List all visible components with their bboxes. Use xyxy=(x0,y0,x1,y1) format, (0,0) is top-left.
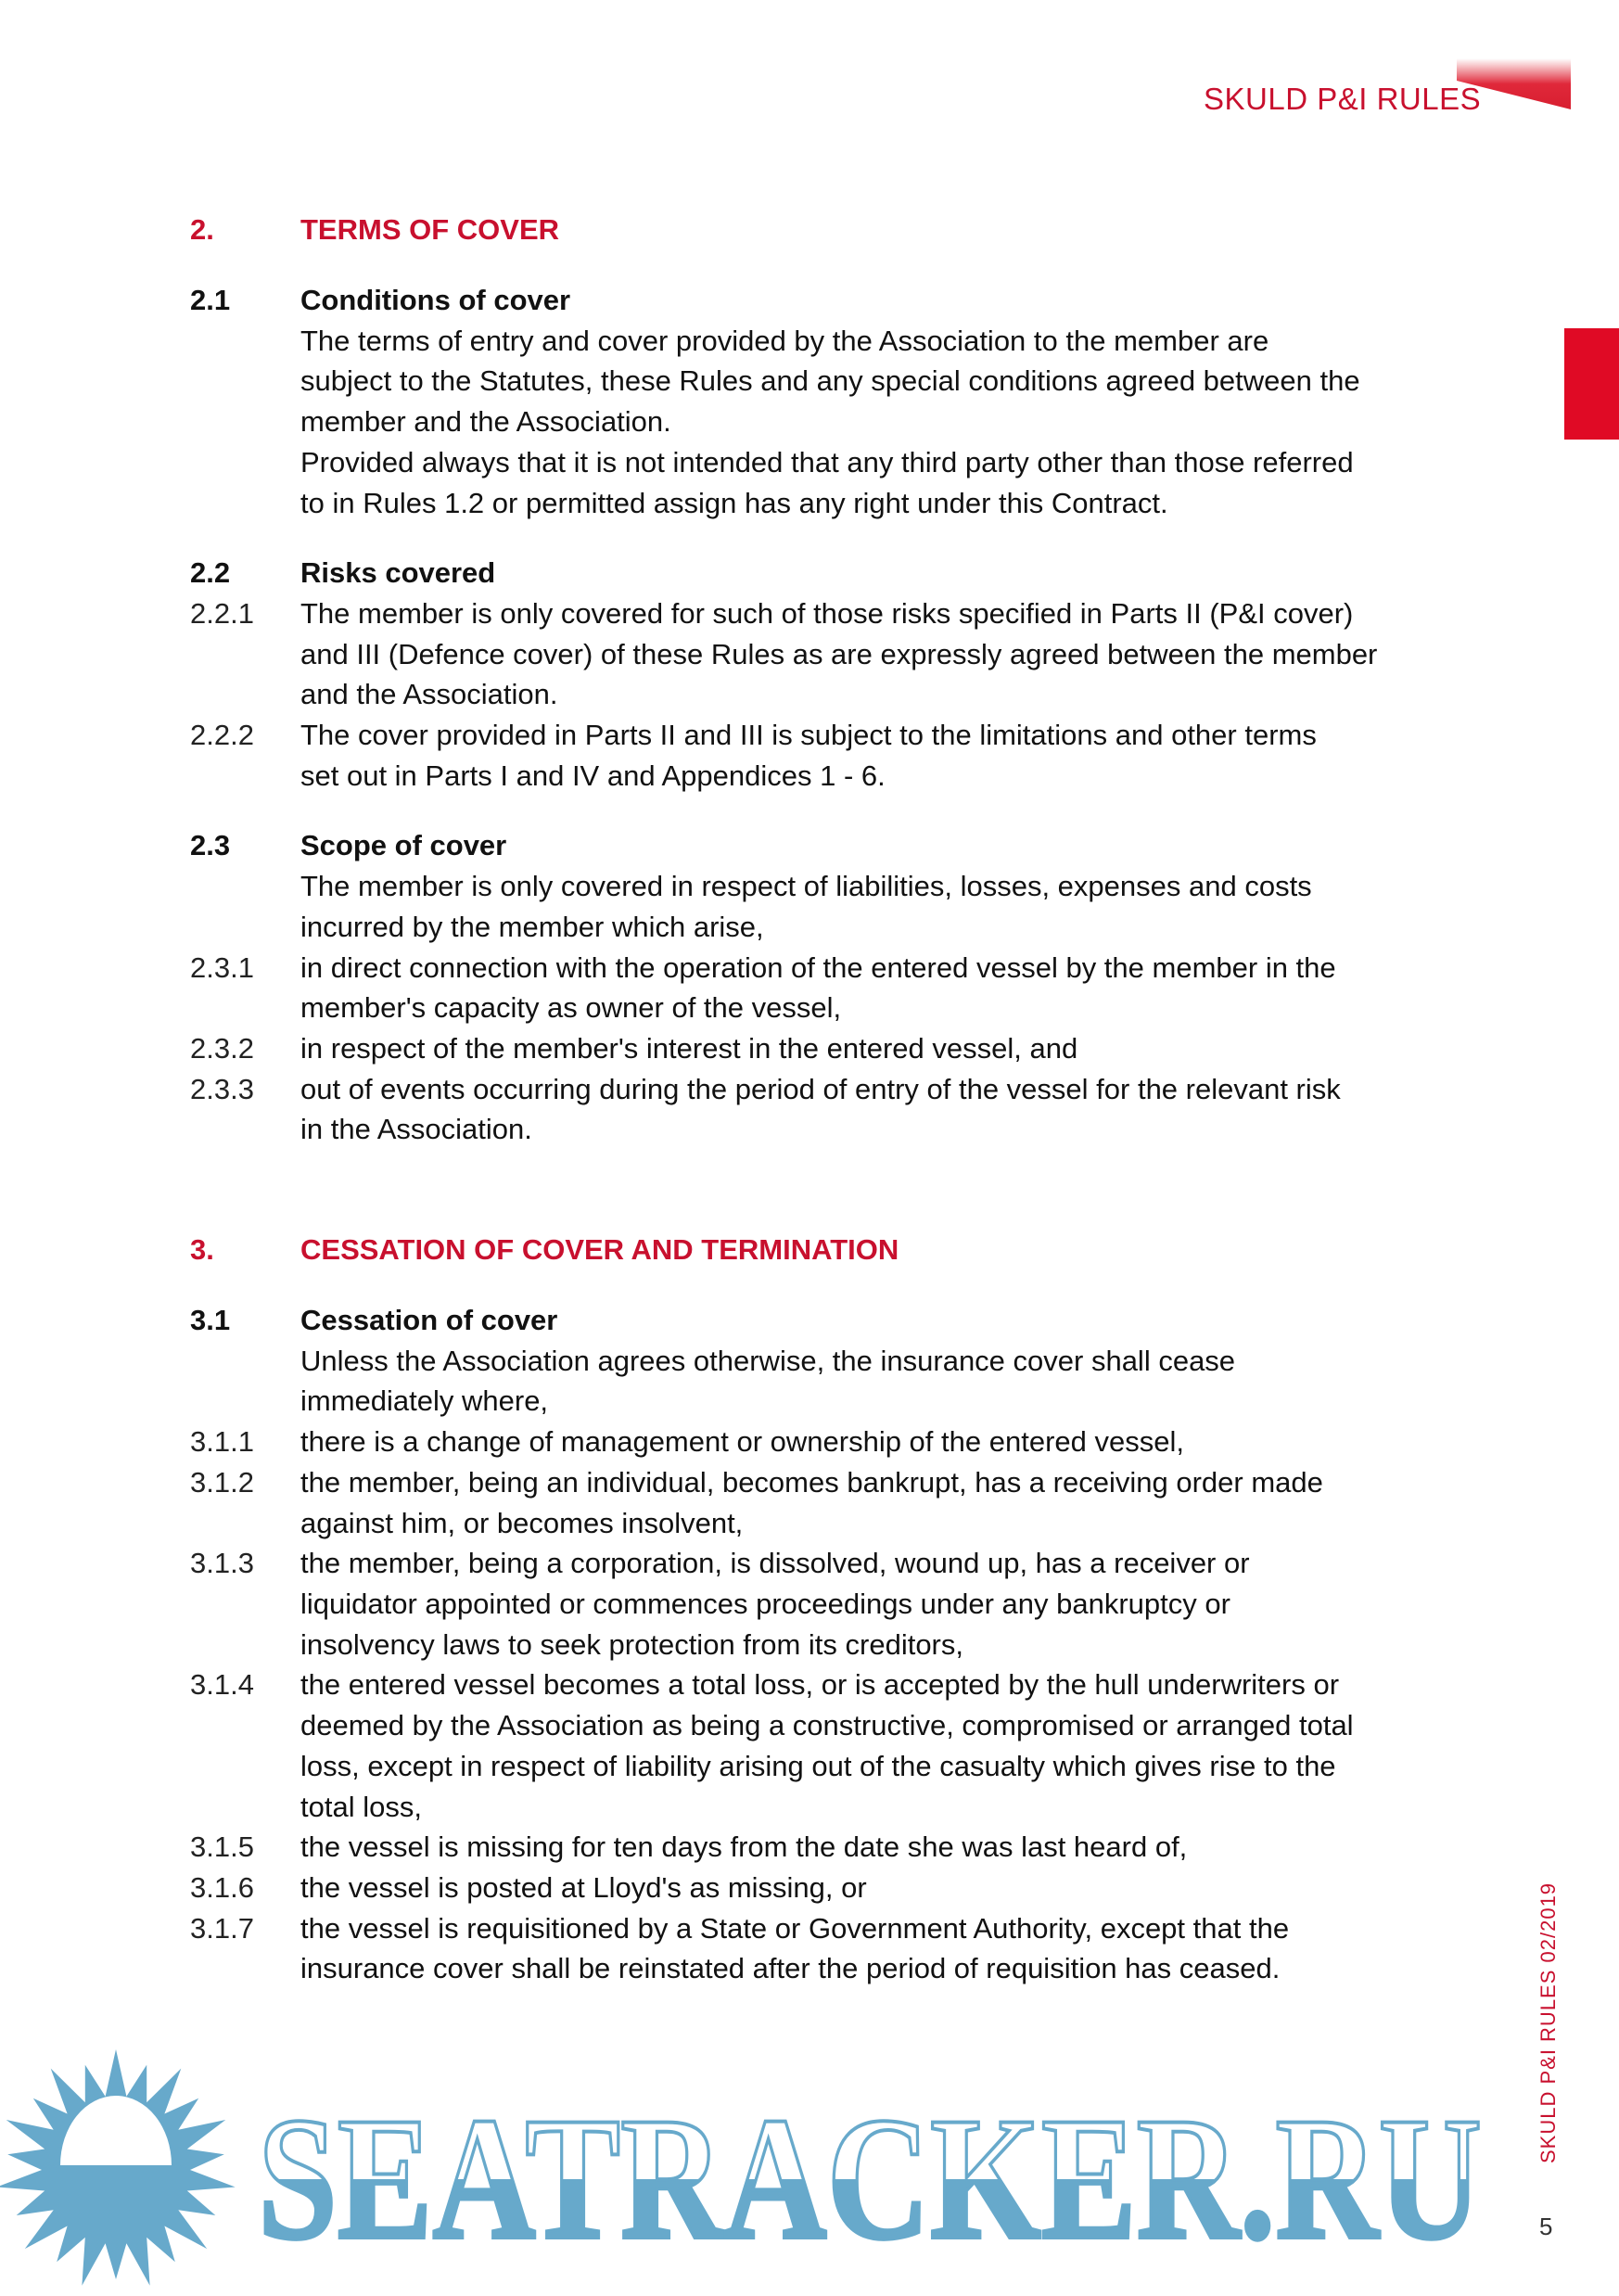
clause-number: 3.1.4 xyxy=(190,1668,254,1702)
clause-line xyxy=(190,1341,1507,1382)
clause-number: 2.3.1 xyxy=(190,950,254,984)
clause-title xyxy=(190,1300,1507,1341)
clause-line xyxy=(190,1543,1507,1584)
clause-number: 2.3.3 xyxy=(190,1072,254,1105)
running-header: SKULD P&I RULES xyxy=(1204,82,1482,116)
document-body xyxy=(190,210,1507,1989)
clause-text: member and the Association. xyxy=(300,405,671,439)
clause-line xyxy=(190,402,1507,442)
clause-line xyxy=(190,674,1507,715)
clause-text: and the Association. xyxy=(300,678,558,711)
clause-line xyxy=(190,1787,1507,1828)
clause-line xyxy=(190,756,1507,797)
clause-line xyxy=(190,1705,1507,1746)
clause-line xyxy=(190,321,1507,362)
clause-text: liquidator appointed or commences proceedings under any bankruptcy or xyxy=(300,1587,1230,1620)
clause-text: The cover provided in Parts II and III is subject to the limitations and other terms xyxy=(300,719,1317,752)
clause-number: 3.1.5 xyxy=(190,1830,254,1864)
clause-number xyxy=(190,1948,300,1989)
clause-block xyxy=(190,553,1507,796)
clause-text: to in Rules 1.2 or permitted assign has any right under this Contract. xyxy=(300,486,1168,519)
clause-line xyxy=(190,1109,1507,1150)
footer-side-text: SKULD P&I RULES 02/2019 xyxy=(1536,1881,1560,2163)
clause-text: The member is only covered in respect of liabilities, losses, expenses and costs xyxy=(300,870,1312,903)
clause-text: the vessel is posted at Lloyd's as missing, or xyxy=(300,1870,867,1904)
clause-line xyxy=(190,1827,1507,1868)
clause-text: out of events occurring during the period of entry of the vessel for the relevant risk xyxy=(300,1072,1341,1105)
clause-number xyxy=(190,634,300,675)
clause-line xyxy=(190,1908,1507,1949)
clause-number xyxy=(190,483,300,524)
clause-number xyxy=(190,988,300,1028)
clause-line xyxy=(190,593,1507,634)
clause-text: loss, except in respect of liability arising out of the casualty which gives rise to the xyxy=(300,1749,1336,1782)
clause-line xyxy=(190,988,1507,1028)
clause-number xyxy=(190,1381,300,1422)
clause-line xyxy=(190,361,1507,402)
clause-text: Provided always that it is not intended that any third party other than those referred xyxy=(300,445,1354,478)
clause-line xyxy=(190,866,1507,907)
clause-number: 2.3.2 xyxy=(190,1031,254,1065)
clause-number: 2.2 xyxy=(190,556,231,590)
clause-text: Scope of cover xyxy=(300,829,507,862)
clause-line xyxy=(190,948,1507,989)
clause-text: the member, being an individual, becomes bankrupt, has a receiving order made xyxy=(300,1465,1323,1499)
section-tab-marker xyxy=(1564,328,1619,440)
clause-number: 3.1.6 xyxy=(190,1870,254,1904)
clause-number xyxy=(190,1746,300,1787)
clause-text: the entered vessel becomes a total loss, or is accepted by the hull underwriters or xyxy=(300,1668,1340,1702)
clause-line xyxy=(190,634,1507,675)
section-title: TERMS OF COVER xyxy=(300,213,560,246)
clause-text: total loss, xyxy=(300,1790,422,1823)
clause-line xyxy=(190,1584,1507,1625)
clause-number: 2.2.2 xyxy=(190,719,254,752)
clause-number xyxy=(190,756,300,797)
clause-line xyxy=(190,1462,1507,1503)
page-number: 5 xyxy=(1539,2213,1553,2240)
section-title: CESSATION OF COVER AND TERMINATION xyxy=(300,1233,899,1267)
clause-number xyxy=(190,1705,300,1746)
clause-number xyxy=(190,1787,300,1828)
clause-number xyxy=(190,1503,300,1544)
clause-number: 2.2.1 xyxy=(190,596,254,630)
clause-text: the member, being a corporation, is dissolved, wound up, has a receiver or xyxy=(300,1547,1250,1580)
header-ribbon-decoration xyxy=(1454,54,1574,113)
clause-number xyxy=(190,1625,300,1665)
clause-text: deemed by the Association as being a constructive, compromised or arranged total xyxy=(300,1709,1354,1742)
clause-number: 3.1.2 xyxy=(190,1465,254,1499)
clause-block xyxy=(190,1300,1507,1989)
section-heading xyxy=(190,210,1507,250)
clause-number xyxy=(190,402,300,442)
clause-text: in the Association. xyxy=(300,1113,532,1146)
clause-text: the vessel is requisitioned by a State or Government Authority, except that the xyxy=(300,1911,1290,1945)
clause-number: 3.1 xyxy=(190,1304,231,1337)
clause-text: Risks covered xyxy=(300,556,496,590)
clause-text: against him, or becomes insolvent, xyxy=(300,1506,744,1539)
clause-number xyxy=(190,321,300,362)
clause-line xyxy=(190,1625,1507,1665)
clause-text: in respect of the member's interest in the entered vessel, and xyxy=(300,1031,1078,1065)
watermark-text: SEATRACKER.RU xyxy=(258,2082,1482,2277)
clause-number xyxy=(190,361,300,402)
clause-text: The terms of entry and cover provided by the Association to the member are xyxy=(300,324,1269,357)
clause-number xyxy=(190,1341,300,1382)
clause-line xyxy=(190,442,1507,483)
clause-text: and III (Defence cover) of these Rules as are expressly agreed between the member xyxy=(300,637,1378,670)
clause-text: incurred by the member which arise, xyxy=(300,910,764,943)
clause-text: insurance cover shall be reinstated after the period of requisition has ceased. xyxy=(300,1952,1281,1985)
clause-line xyxy=(190,483,1507,524)
clause-text: Conditions of cover xyxy=(300,284,571,316)
clause-number: 2.1 xyxy=(190,284,231,316)
clause-number: 3.1.7 xyxy=(190,1911,254,1945)
clause-line xyxy=(190,1028,1507,1069)
clause-number: 3.1.1 xyxy=(190,1425,254,1459)
section-number: 2. xyxy=(190,213,214,246)
clause-number xyxy=(190,1584,300,1625)
clause-line xyxy=(190,1948,1507,1989)
clause-text: the vessel is missing for ten days from the date she was last heard of, xyxy=(300,1830,1188,1864)
clause-title xyxy=(190,280,1507,321)
section-number: 3. xyxy=(190,1233,214,1267)
clause-line xyxy=(190,1868,1507,1908)
clause-number: 3.1.3 xyxy=(190,1547,254,1580)
clause-text: Cessation of cover xyxy=(300,1304,558,1337)
clause-number xyxy=(190,907,300,948)
clause-text: in direct connection with the operation of the entered vessel by the member in the xyxy=(300,950,1336,984)
clause-text: The member is only covered for such of those risks specified in Parts II (P&I cover) xyxy=(300,596,1354,630)
clause-block xyxy=(190,280,1507,523)
clause-number xyxy=(190,1109,300,1150)
clause-text: subject to the Statutes, these Rules and any special conditions agreed between the xyxy=(300,364,1360,398)
clause-line xyxy=(190,715,1507,756)
clause-line xyxy=(190,1746,1507,1787)
clause-text: set out in Parts I and IV and Appendices 1 - 6. xyxy=(300,759,886,792)
clause-title xyxy=(190,553,1507,593)
clause-line xyxy=(190,1503,1507,1544)
clause-line xyxy=(190,1381,1507,1422)
clause-line xyxy=(190,1422,1507,1462)
section-heading xyxy=(190,1230,1507,1270)
clause-line xyxy=(190,1665,1507,1705)
clause-text: there is a change of management or ownership of the entered vessel, xyxy=(300,1425,1184,1459)
clause-number xyxy=(190,866,300,907)
clause-title xyxy=(190,825,1507,866)
sun-icon xyxy=(0,2049,236,2286)
clause-text: member's capacity as owner of the vessel, xyxy=(300,991,842,1025)
clause-line xyxy=(190,1069,1507,1110)
clause-text: immediately where, xyxy=(300,1384,549,1418)
clause-block xyxy=(190,825,1507,1150)
clause-text: Unless the Association agrees otherwise, the insurance cover shall cease xyxy=(300,1344,1236,1377)
clause-text: insolvency laws to seek protection from its creditors, xyxy=(300,1627,963,1661)
clause-line xyxy=(190,907,1507,948)
clause-number xyxy=(190,442,300,483)
seatracker-watermark xyxy=(0,2049,1521,2296)
clause-number: 2.3 xyxy=(190,829,231,862)
clause-number xyxy=(190,674,300,715)
